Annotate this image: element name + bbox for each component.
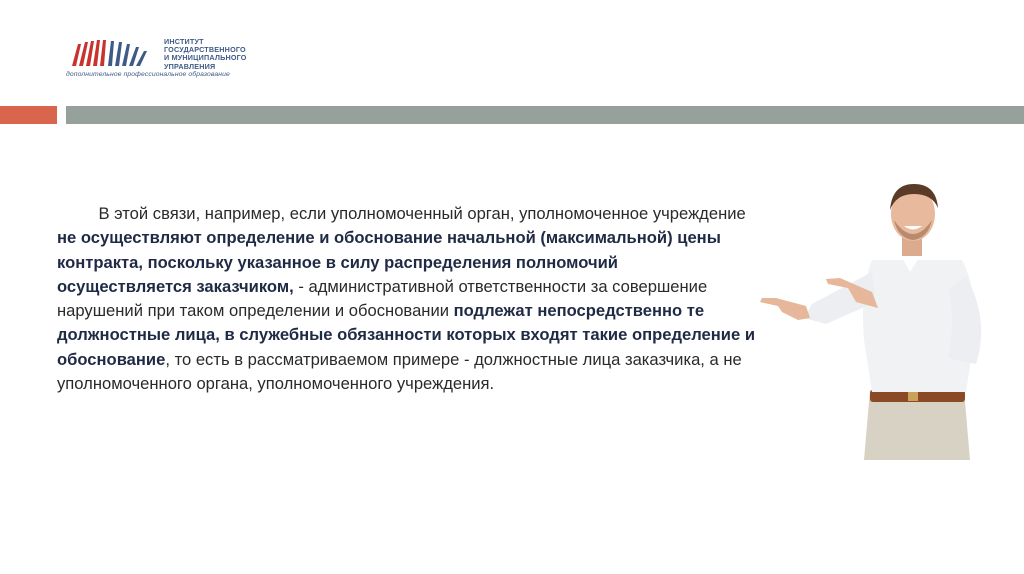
logo-title-line: ГОСУДАРСТВЕННОГО [164,45,246,55]
logo-title-line: ИНСТИТУТ [164,37,204,46]
main-paragraph [57,202,757,396]
logo-title-line: УПРАВЛЕНИЯ [164,61,216,71]
header-divider-bar [66,106,1024,124]
institute-logo [66,38,316,82]
text-run-bold: подлежат непосредственно те должностные лица, в служебные обязанности которых входят такие определение и обоснование [57,301,756,369]
logo-title-line: И МУНИЦИПАЛЬНОГО [164,53,247,63]
text-run: , то есть в рассматриваемом примере - должностные лица заказчика, а не уполномоченного органа, уполномоченного учреждения. [57,349,742,394]
books-logo-icon [66,38,152,68]
header-accent-bar [0,106,57,124]
logo-title [164,38,247,71]
logo-subtitle: дополнительное профессиональное образование [66,71,230,78]
pointing-man-photo [752,180,1002,460]
paragraph-text [57,202,757,396]
text-run-bold: не осуществляют определение и обоснование начальной (максимальной) цены контракта, поскольку указанное в силу распределения полномочий осуществляется заказчиком, [57,228,721,296]
text-run: - административной ответственности за совершение нарушений при таком определении и обосновании [57,276,708,321]
text-run: В этой связи, например, если уполномоченный орган, уполномоченное учреждение [98,204,746,223]
